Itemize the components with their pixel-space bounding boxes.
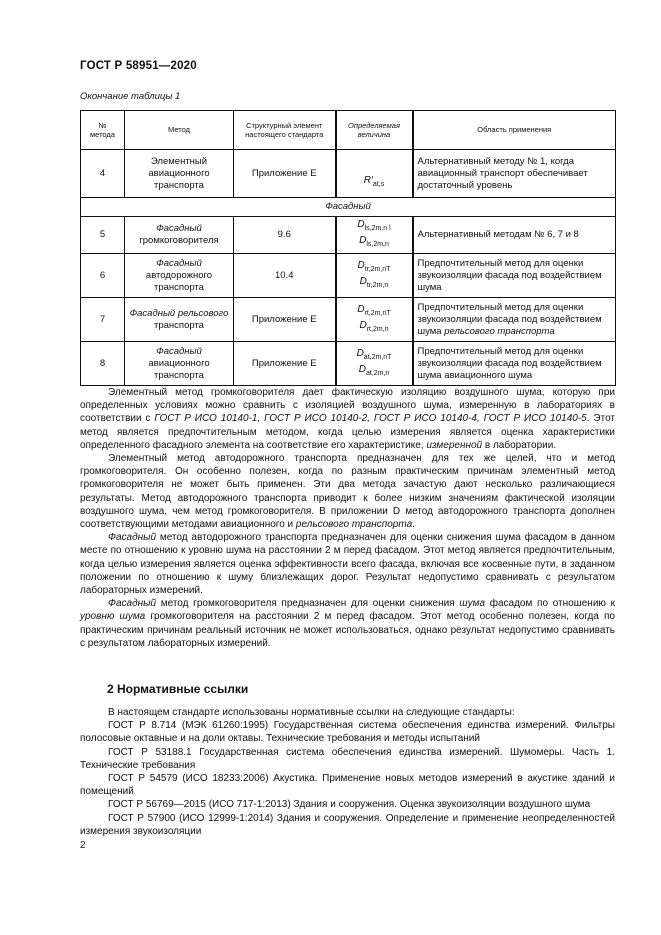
cell-element: 9.6 — [234, 217, 336, 254]
cell-area: Предпочтительный метод для оценки звукоизоляции фасада под воздействием шума авиационного шума — [413, 342, 616, 386]
cell-area: Альтернативный методу № 1, когда авиационный транспорт обеспечивает достаточный уровень — [413, 150, 616, 198]
cell-method: Элементный авиационного транспорта — [125, 150, 234, 198]
paragraph: Элементный метод громкоговорителя дает фактическую изоляцию воздушного шума, которую при определенных условиях можно сравнить с изоляцией воздушного шума, измеренную в лабораториях в соответствии с ГОСТ Р ИСО 10140-1, ГОСТ Р ИСО 10140-2, ГОСТ Р ИСО 10140-4, ГОСТ Р ИСО 10140-5. Этот метод является предпочтительным методом, когда целью измерения является оценка характеристики определенного фасадного элемента на соответствие его характеристике, измеренной в лаборатории. — [80, 387, 615, 451]
document-header: ГОСТ Р 58951—2020 — [80, 60, 197, 72]
cell-quantity: $D_{ls,2m,n l}$ $D_{ls,2m,n}$ — [336, 217, 413, 254]
table-row — [81, 298, 616, 342]
cell-method: Фасадный автодорожного транспорта — [125, 254, 234, 298]
cell-method: Фасадный громкоговорителя — [125, 217, 234, 254]
table-row — [81, 217, 616, 254]
cell-num: 8 — [81, 342, 125, 386]
references-intro: В настоящем стандарте использованы нормативные ссылки на следующие стандарты: — [108, 707, 515, 718]
section-label: Фасадный — [81, 198, 616, 217]
page-number: 2 — [80, 840, 86, 851]
table-row — [81, 254, 616, 298]
cell-quantity: $D_{rt,2m,nT}$ $D_{rt,2m,n}$ — [336, 298, 413, 342]
paragraph: Фасадный метод автодорожного транспорта предназначен для оценки снижения шума фасадом в данном месте по отношению к уровню шума на расстоянии 2 м перед фасадом. Этот метод является предпочтительным, когда целью измерения является оценка эффективности всего фасада, включая все косвенные пути, в заданном положении по отношению к шуму близлежащих дорог. Результат недопустимо сравнивать с результатом лабораторных измерений. — [80, 532, 615, 597]
cell-num: 4 — [81, 150, 125, 198]
cell-num: 6 — [81, 254, 125, 298]
cell-area: Предпочтительный метод для оценки звукоизоляции фасада под воздействием шума рельсового транспорта — [413, 298, 616, 342]
cell-quantity: $D_{at,2m,nT}$ $D_{at,2m,n}$ — [336, 342, 413, 386]
cell-area: Предпочтительный метод для оценки звукоизоляции фасада под воздействием шума — [413, 254, 616, 298]
cell-element: 10.4 — [234, 254, 336, 298]
section-heading: 2 Нормативные ссылки — [107, 682, 249, 696]
reference-item: ГОСТ Р 54579 (ИСО 18233:2006) Акустика. Применение новых методов измерений в акустике зданий и помещений — [80, 773, 615, 798]
cell-num: 5 — [81, 217, 125, 254]
references-list — [80, 706, 615, 838]
table-row — [81, 150, 616, 198]
cell-method: Фасадный рельсового транспорта — [125, 298, 234, 342]
header-method: Метод — [125, 111, 234, 150]
cell-quantity: $R'_{at,s}$ — [336, 150, 413, 198]
cell-element: Приложение Е — [234, 298, 336, 342]
paragraph: Элементный метод автодорожного транспорта предназначен для тех же целей, что и метод громкоговорителя. Он особенно полезен, когда по разным практическим причинам элементный метод громкоговорителя не может быть применен. Эти два метода зачастую дают несколько различающиеся результаты. Метод автодорожного транспорта приводит к более низким значениям фактической изоляции воздушного шума, чем метод громкоговорителя. В приложении D метод автодорожного транспорта дополнен соответствующими методами авиационного и рельсового транспорта. — [80, 453, 615, 531]
cell-quantity: $D_{tr,2m,nT}$ $D_{tr,2m,n}$ — [336, 254, 413, 298]
reference-item: ГОСТ Р 53188.1 Государственная система обеспечения единства измерений. Шумомеры. Часть 1. Технические требования — [80, 746, 615, 771]
section-row — [81, 198, 616, 217]
table-header-row — [81, 111, 616, 150]
cell-method: Фасадный авиационного транспорта — [125, 342, 234, 386]
cell-num: 7 — [81, 298, 125, 342]
cell-element: Приложение Е — [234, 342, 336, 386]
reference-item: ГОСТ Р 56769—2015 (ИСО 717-1:2013) Здания и сооружения. Оценка звукоизоляции воздушного шума — [108, 799, 591, 811]
header-element: Структурный элемент настоящего стандарта — [234, 111, 336, 150]
reference-item: ГОСТ Р 57900 (ИСО 12999-1:2014) Здания и сооружения. Определение и применение неопределенностей измерения звукоизоляции — [80, 812, 615, 837]
header-quantity: Определяемая величина — [336, 111, 413, 150]
table-caption: Окончание таблицы 1 — [80, 91, 181, 102]
body-text — [80, 386, 615, 650]
methods-table — [80, 110, 616, 386]
cell-area: Альтернативный методам № 6, 7 и 8 — [413, 217, 616, 254]
header-area: Область применения — [413, 111, 616, 150]
header-num: № метода — [81, 111, 125, 150]
table-row — [81, 342, 616, 386]
reference-item: ГОСТ Р 8.714 (МЭК 61260:1995) Государственная система обеспечения единства измерений. Фильтры полосовые октавные и на доли октавы. Технические требования и методы испытаний — [80, 720, 615, 745]
paragraph: Фасадный метод громкоговорителя предназначен для оценки снижения шума фасадом по отношению к уровню шума громкоговорителя на расстоянии 2 м перед фасадом. Этот метод особенно полезен, когда по практическим причинам реальный источник не может использоваться, однако результат недопустимо сравнивать с результатом лабораторных измерений. — [80, 598, 615, 649]
cell-element: Приложение Е — [234, 150, 336, 198]
